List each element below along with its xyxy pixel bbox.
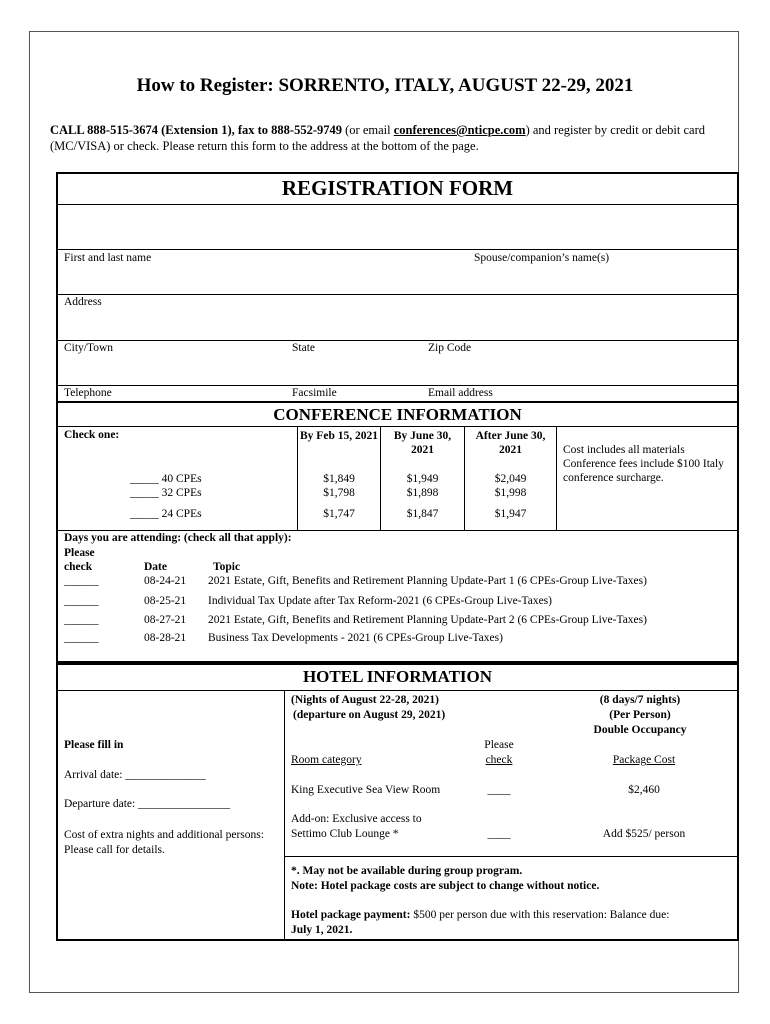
payment-label: Hotel package payment: [291,909,411,921]
email-link[interactable]: conferences@nticpe.com [393,123,526,137]
col-header-june: By June 30, 2021 [393,430,452,456]
col-divider [284,690,285,940]
addon-line-1: Add-on: Exclusive access to [291,813,422,825]
label-email: Email address [428,387,493,399]
label-address: Address [64,296,102,308]
room-cost: $2,460 [628,784,660,796]
please-label: Please [484,739,514,751]
divider [58,530,737,531]
hotel-heading: HOTEL INFORMATION [302,667,493,686]
please-fill-in: Please fill in [64,739,124,751]
extra-nights-note: Cost of extra nights and additional persons: Please call for details. [64,829,264,856]
cpe-row-24: _____ 24 CPEs [130,508,202,520]
col-header-after-june: After June 30, 2021 [475,430,546,456]
payment-text: $500 per person due with this reservation: Balance due: [410,909,670,921]
label-city: City/Town [64,342,114,354]
hotel-departure: (departure on August 29, 2021) [293,709,446,721]
room-category-header: Room category [291,754,362,766]
label-fax: Facsimile [292,387,337,399]
date-header: Date [144,561,167,573]
price-cell: $1,798 [323,487,355,499]
label-zip: Zip Code [428,342,472,354]
divider [58,204,737,205]
check-header: check [485,754,513,766]
price-cell: $1,998 [494,487,527,499]
price-cell: $1,747 [323,508,355,520]
arrival-date-field[interactable]: Arrival date: ______________ [64,769,206,781]
addon-line-2: Settimo Club Lounge * [291,828,399,840]
day-check-blank[interactable]: ______ [64,595,99,607]
price-cell: $2,049 [494,473,527,485]
conference-heading: CONFERENCE INFORMATION [273,405,522,424]
day-date: 08-25-21 [144,595,187,607]
divider [58,294,737,295]
divider [285,856,737,857]
check-label: check [64,561,93,573]
divider [58,426,737,427]
hotel-nights: (Nights of August 22-28, 2021) [291,694,439,706]
cost-note: Cost includes all materials Conference fees include $100 Italy conference surcharge. [563,444,724,484]
room-check-blank[interactable]: ____ [487,784,511,796]
days-label: Days you are attending: (check all that apply): [64,532,292,544]
addon-check-blank[interactable]: ____ [487,828,511,840]
divider [58,249,737,250]
topic-header: Topic [213,561,241,573]
registration-heading: REGISTRATION FORM [281,176,514,200]
price-change-note: Note: Hotel package costs are subject to change without notice. [291,880,600,892]
price-cell: $1,947 [494,508,527,520]
divider [58,401,737,403]
label-state: State [292,342,315,354]
intro-text [50,122,730,154]
availability-note: *. May not be available during group program. [291,865,523,877]
price-cell: $1,898 [406,487,439,499]
divider [58,340,737,341]
hotel-occupancy: Double Occupancy [593,724,687,736]
label-telephone: Telephone [64,387,112,399]
room-king-sea-view: King Executive Sea View Room [291,784,441,796]
day-check-blank[interactable]: ______ [64,614,99,626]
intro-call: CALL 888-515-3674 (Extension 1), fax to 888-552-9749 [50,123,343,137]
price-cell: $1,949 [406,473,439,485]
intro-rest: ) and register by credit or debit card (MC/VISA) or check. Please return this form to the address at the bottom of the page. [50,123,706,153]
addon-cost: Add $525/ person [602,828,686,840]
day-date: 08-24-21 [144,575,187,587]
cpe-row-40: _____ 40 CPEs [130,473,202,485]
day-check-blank[interactable]: ______ [64,632,99,644]
label-name: First and last name [64,252,152,264]
please-label: Please [64,547,95,559]
hotel-per-person: (Per Person) [609,709,671,721]
day-topic: 2021 Estate, Gift, Benefits and Retirement Planning Update-Part 1 (6 CPEs-Group Live-Taxes) [208,575,647,587]
divider [58,690,737,691]
departure-date-field[interactable]: Departure date: ________________ [64,798,231,810]
col-divider [556,426,557,530]
cpe-row-32: _____ 32 CPEs [130,487,202,499]
day-date: 08-28-21 [144,632,187,644]
label-spouse: Spouse/companion’s name(s) [474,252,610,264]
day-date: 08-27-21 [144,614,187,626]
payment-line [291,909,669,921]
hotel-days-nights: (8 days/7 nights) [599,694,681,706]
day-topic: Business Tax Developments - 2021 (6 CPEs-Group Live-Taxes) [208,632,503,644]
price-cell: $1,847 [406,508,439,520]
intro-email-prefix: (or email [342,123,394,137]
day-check-blank[interactable]: ______ [64,575,99,587]
package-cost-header: Package Cost [612,754,676,766]
day-topic: 2021 Estate, Gift, Benefits and Retirement Planning Update-Part 2 (6 CPEs-Group Live-Taxes) [208,614,647,626]
price-cell: $1,849 [323,473,355,485]
payment-date: July 1, 2021. [291,924,353,936]
page-title: How to Register: SORRENTO, ITALY, AUGUST 22-29, 2021 [136,75,634,96]
divider [58,385,737,386]
check-one-label: Check one: [64,429,120,441]
day-topic: Individual Tax Update after Tax Reform-2021 (6 CPEs-Group Live-Taxes) [208,595,552,607]
col-header-feb: By Feb 15, 2021 [300,430,378,442]
